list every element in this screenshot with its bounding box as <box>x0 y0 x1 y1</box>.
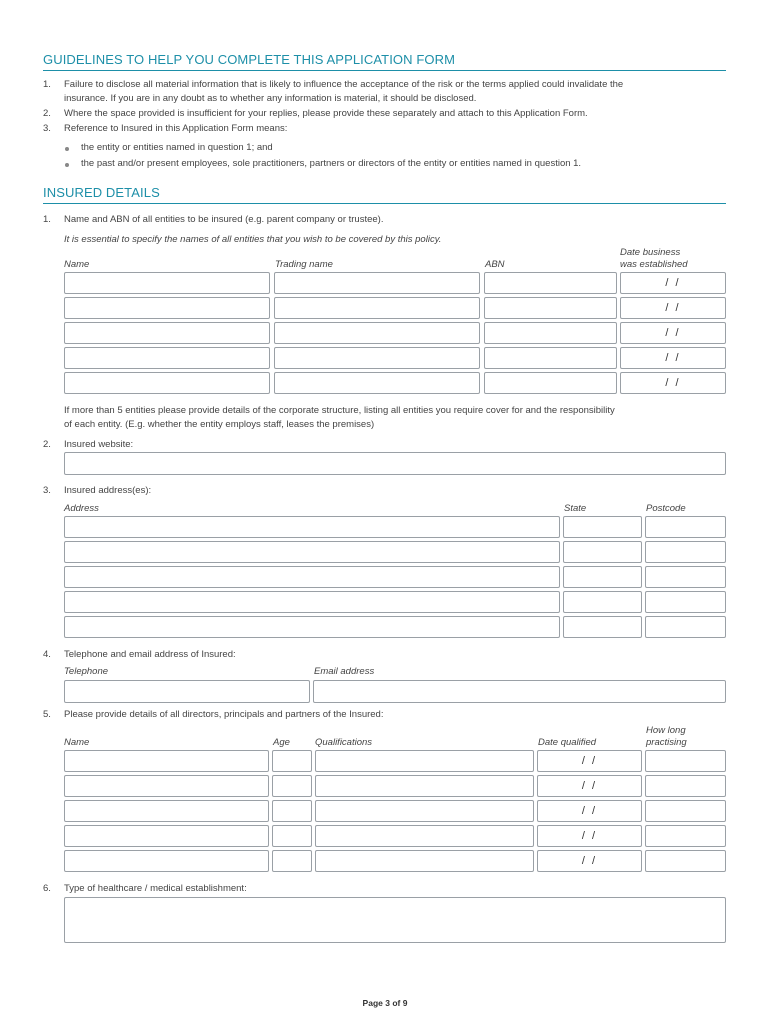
date-placeholder: / / <box>665 352 681 364</box>
entity-date-established-input[interactable] <box>620 272 726 294</box>
state-input[interactable] <box>563 616 642 638</box>
q5-col-age: Age <box>273 737 290 748</box>
q3-col-postcode: Postcode <box>646 503 686 514</box>
q3-number: 3. <box>43 485 51 496</box>
entity-trading-name-input[interactable] <box>274 297 480 319</box>
director-date-qualified-input[interactable] <box>537 775 642 797</box>
address-input[interactable] <box>64 541 560 563</box>
guideline-bullet-2: the past and/or present employees, sole practitioners, partners or directors of the entity or entities named in question 1. <box>81 158 582 169</box>
q1-col-abn: ABN <box>485 259 505 270</box>
q4-number: 4. <box>43 649 51 660</box>
q6-text: Type of healthcare / medical establishment: <box>64 883 247 894</box>
director-date-qualified-input[interactable] <box>537 800 642 822</box>
date-placeholder: / / <box>581 805 598 817</box>
guideline-1-line1: Failure to disclose all material information that is likely to influence the acceptance of the risk or the terms applied could invalidate the <box>64 79 624 90</box>
postcode-input[interactable] <box>645 616 726 638</box>
telephone-input[interactable] <box>64 680 310 703</box>
date-placeholder: / / <box>665 277 681 289</box>
postcode-input[interactable] <box>645 566 726 588</box>
director-date-qualified-input[interactable] <box>537 750 642 772</box>
entity-date-established-input[interactable] <box>620 322 726 344</box>
entity-abn-input[interactable] <box>484 297 617 319</box>
q5-number: 5. <box>43 709 51 720</box>
postcode-input[interactable] <box>645 516 726 538</box>
director-age-input[interactable] <box>272 825 312 847</box>
guideline-1-line2: insurance. If you are in any doubt as to whether any information is material, it should be disclosed. <box>64 93 477 104</box>
bullet-dot <box>65 147 69 151</box>
establishment-type-textarea[interactable] <box>64 897 726 943</box>
q6-number: 6. <box>43 883 51 894</box>
director-date-qualified-input[interactable] <box>537 850 642 872</box>
address-input[interactable] <box>64 516 560 538</box>
q1-number: 1. <box>43 214 51 225</box>
entity-date-established-input[interactable] <box>620 297 726 319</box>
director-how-long-input[interactable] <box>645 750 726 772</box>
director-qualifications-input[interactable] <box>315 850 534 872</box>
director-qualifications-input[interactable] <box>315 825 534 847</box>
q4-col-telephone: Telephone <box>64 666 109 677</box>
entity-name-input[interactable] <box>64 322 270 344</box>
guidelines-heading: GUIDELINES TO HELP YOU COMPLETE THIS APPLICATION FORM <box>43 52 726 71</box>
entity-abn-input[interactable] <box>484 347 617 369</box>
director-date-qualified-input[interactable] <box>537 825 642 847</box>
entity-abn-input[interactable] <box>484 272 617 294</box>
q1-col-name: Name <box>64 259 90 270</box>
q1-note: It is essential to specify the names of all entities that you wish to be covered by this policy. <box>64 234 442 245</box>
q5-col-how-long-line2: practising <box>646 737 687 748</box>
page-number: Page 3 of 9 <box>362 998 408 1008</box>
guideline-3-number: 3. <box>43 123 51 134</box>
q1-text: Name and ABN of all entities to be insured (e.g. parent company or trustee). <box>64 214 384 225</box>
q1-col-date-line2: was established <box>620 259 688 270</box>
address-input[interactable] <box>64 566 560 588</box>
entity-date-established-input[interactable] <box>620 347 726 369</box>
date-placeholder: / / <box>581 755 598 767</box>
date-placeholder: / / <box>665 327 681 339</box>
q5-col-qualifications: Qualifications <box>315 737 373 748</box>
director-name-input[interactable] <box>64 800 269 822</box>
entity-name-input[interactable] <box>64 297 270 319</box>
date-placeholder: / / <box>581 780 598 792</box>
q5-col-how-long-line1: How long <box>646 725 686 736</box>
q1-footnote-line2: of each entity. (E.g. whether the entity employs staff, leases the premises) <box>64 419 375 430</box>
state-input[interactable] <box>563 541 642 563</box>
entity-abn-input[interactable] <box>484 372 617 394</box>
entity-abn-input[interactable] <box>484 322 617 344</box>
director-name-input[interactable] <box>64 850 269 872</box>
state-input[interactable] <box>563 591 642 613</box>
date-placeholder: / / <box>581 830 598 842</box>
guideline-2-text: Where the space provided is insufficient for your replies, please provide these separately and attach to this Application Form. <box>64 108 588 119</box>
entity-trading-name-input[interactable] <box>274 372 480 394</box>
postcode-input[interactable] <box>645 541 726 563</box>
website-input[interactable] <box>64 452 726 475</box>
director-qualifications-input[interactable] <box>315 775 534 797</box>
director-age-input[interactable] <box>272 800 312 822</box>
entity-trading-name-input[interactable] <box>274 272 480 294</box>
q5-text: Please provide details of all directors, principals and partners of the Insured: <box>64 709 384 720</box>
director-age-input[interactable] <box>272 775 312 797</box>
address-input[interactable] <box>64 591 560 613</box>
date-placeholder: / / <box>665 302 681 314</box>
date-placeholder: / / <box>581 855 598 867</box>
entity-date-established-input[interactable] <box>620 372 726 394</box>
state-input[interactable] <box>563 566 642 588</box>
director-name-input[interactable] <box>64 775 269 797</box>
q1-col-trading-name: Trading name <box>275 259 333 270</box>
entity-name-input[interactable] <box>64 372 270 394</box>
q5-col-date-qualified: Date qualified <box>538 737 597 748</box>
entity-name-input[interactable] <box>64 347 270 369</box>
entity-name-input[interactable] <box>64 272 270 294</box>
director-how-long-input[interactable] <box>645 825 726 847</box>
q2-number: 2. <box>43 439 51 450</box>
director-qualifications-input[interactable] <box>315 750 534 772</box>
date-placeholder: / / <box>665 377 681 389</box>
entity-trading-name-input[interactable] <box>274 322 480 344</box>
director-how-long-input[interactable] <box>645 775 726 797</box>
director-how-long-input[interactable] <box>645 850 726 872</box>
guideline-bullet-1: the entity or entities named in question 1; and <box>81 142 273 153</box>
q4-col-email: Email address <box>314 666 375 677</box>
guideline-1-number: 1. <box>43 79 51 90</box>
guideline-3-text: Reference to Insured in this Application Form means: <box>64 123 288 134</box>
q5-col-name: Name <box>64 737 90 748</box>
postcode-input[interactable] <box>645 591 726 613</box>
q3-col-state: State <box>564 503 587 514</box>
bullet-dot <box>65 163 69 167</box>
director-age-input[interactable] <box>272 750 312 772</box>
director-age-input[interactable] <box>272 850 312 872</box>
director-qualifications-input[interactable] <box>315 800 534 822</box>
q4-text: Telephone and email address of Insured: <box>64 649 236 660</box>
insured-details-heading: INSURED DETAILS <box>43 185 726 204</box>
email-input[interactable] <box>313 680 726 703</box>
q3-text: Insured address(es): <box>64 485 152 496</box>
q1-col-date-line1: Date business <box>620 247 681 258</box>
director-name-input[interactable] <box>64 750 269 772</box>
director-name-input[interactable] <box>64 825 269 847</box>
q3-col-address: Address <box>64 503 99 514</box>
state-input[interactable] <box>563 516 642 538</box>
q2-text: Insured website: <box>64 439 134 450</box>
address-input[interactable] <box>64 616 560 638</box>
entity-trading-name-input[interactable] <box>274 347 480 369</box>
q1-footnote-line1: If more than 5 entities please provide details of the corporate structure, listing all entities you require cover for and the responsibility <box>64 405 615 416</box>
guideline-2-number: 2. <box>43 108 51 119</box>
director-how-long-input[interactable] <box>645 800 726 822</box>
